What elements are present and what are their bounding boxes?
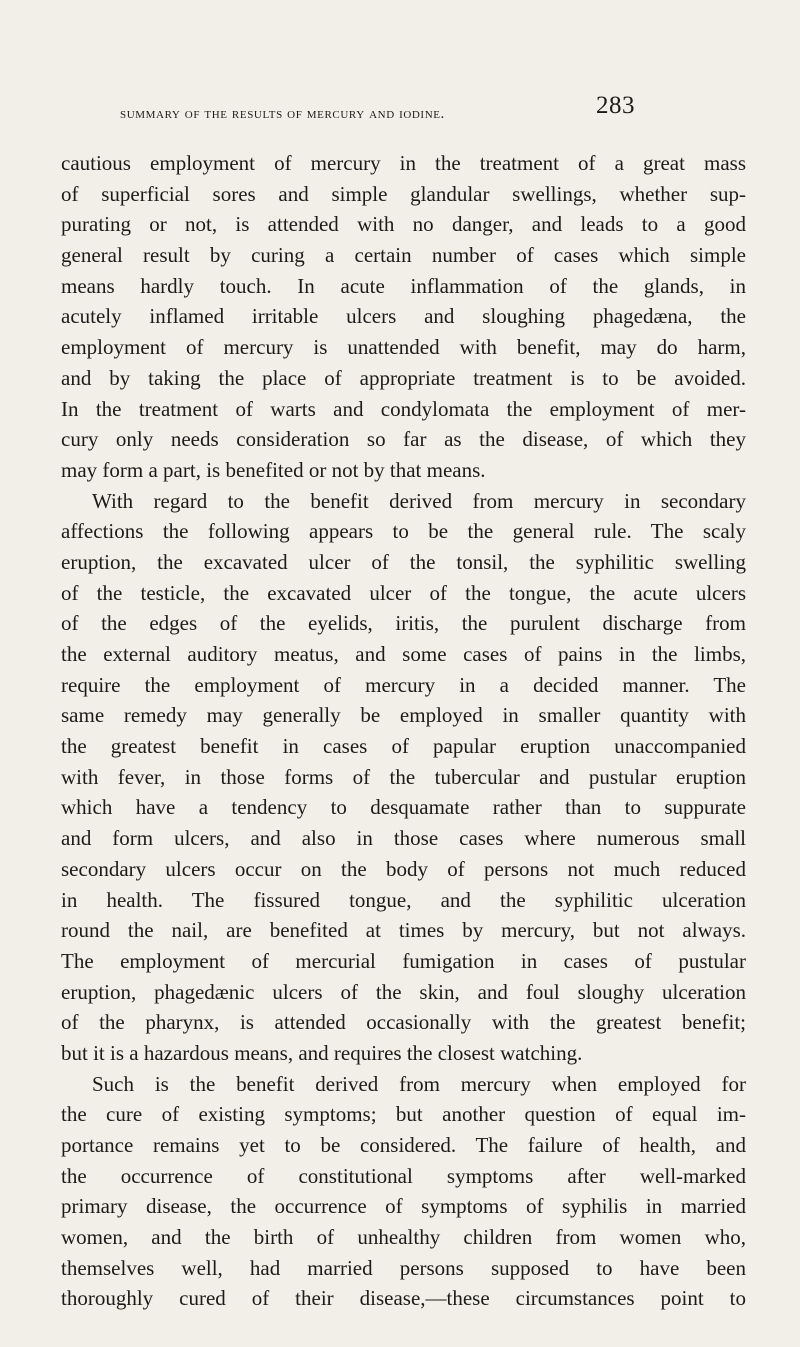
text-line: employment of mercury is unattended with benefit, may do harm,	[61, 335, 746, 360]
text-line: secondary ulcers occur on the body of persons not much reduced	[61, 856, 746, 881]
text-line: portance remains yet to be considered. The failure of health, and	[61, 1133, 746, 1157]
page-header	[120, 92, 660, 132]
text-line: means hardly touch. In acute inflammation of the glands, in	[61, 273, 746, 298]
text-line: thoroughly cured of their disease,—these circumstances point to	[61, 1286, 746, 1311]
text-line: of the edges of the eyelids, iritis, the purulent discharge from	[61, 611, 746, 636]
text-line: which have a tendency to desquamate rather than to suppurate	[61, 795, 746, 820]
text-line: same remedy may generally be employed in smaller quantity with	[61, 703, 746, 728]
body-text	[61, 148, 746, 1314]
text-line: acutely inflamed irritable ulcers and sloughing phagedæna, the	[61, 304, 746, 329]
text-line: women, and the birth of unhealthy children from women who,	[61, 1225, 746, 1250]
text-line: cury only needs consideration so far as the disease, of which they	[61, 427, 746, 452]
text-line: The employment of mercurial fumigation in cases of pustular	[61, 948, 746, 973]
text-line: primary disease, the occurrence of symptoms of syphilis in married	[61, 1194, 746, 1219]
text-line: and by taking the place of appropriate treatment is to be avoided.	[61, 365, 746, 390]
text-line: the cure of existing symptoms; but another question of equal im-	[61, 1102, 746, 1127]
text-line: themselves well, had married persons supposed to have been	[61, 1255, 746, 1280]
page-number: 283	[596, 92, 635, 119]
text-line: with fever, in those forms of the tubercular and pustular eruption	[61, 764, 746, 789]
text-line: general result by curing a certain number of cases which simple	[61, 243, 746, 268]
text-line: With regard to the benefit derived from mercury in secondary	[92, 488, 746, 513]
text-line: In the treatment of warts and condylomata the employment of mer-	[61, 396, 746, 421]
text-line: round the nail, are benefited at times by mercury, but not always.	[61, 918, 746, 943]
text-line: the occurrence of constitutional symptoms after well-marked	[61, 1163, 746, 1188]
text-line: eruption, phagedænic ulcers of the skin, and foul sloughy ulceration	[61, 979, 746, 1004]
running-head: summary of the results of mercury and iodine.	[120, 106, 445, 122]
text-line: eruption, the excavated ulcer of the tonsil, the syphilitic swelling	[61, 549, 746, 574]
text-line: and form ulcers, and also in those cases where numerous small	[61, 826, 746, 851]
text-line: affections the following appears to be the general rule. The scaly	[61, 519, 746, 544]
text-line: the external auditory meatus, and some cases of pains in the limbs,	[61, 642, 746, 666]
text-line: of the pharynx, is attended occasionally with the greatest benefit;	[61, 1010, 746, 1035]
text-line: of superficial sores and simple glandular swellings, whether sup-	[61, 181, 746, 206]
text-line: purating or not, is attended with no danger, and leads to a good	[61, 212, 746, 237]
text-line: of the testicle, the excavated ulcer of the tongue, the acute ulcers	[61, 580, 746, 605]
text-line: but it is a hazardous means, and requires the closest watching.	[61, 1040, 583, 1065]
text-line: cautious employment of mercury in the treatment of a great mass	[61, 151, 746, 175]
text-line: in health. The fissured tongue, and the syphilitic ulceration	[61, 887, 746, 912]
text-line: the greatest benefit in cases of papular eruption unaccompanied	[61, 734, 746, 759]
text-line: require the employment of mercury in a decided manner. The	[61, 672, 746, 697]
text-line: Such is the benefit derived from mercury when employed for	[92, 1071, 746, 1096]
text-line: may form a part, is benefited or not by that means.	[61, 457, 486, 482]
